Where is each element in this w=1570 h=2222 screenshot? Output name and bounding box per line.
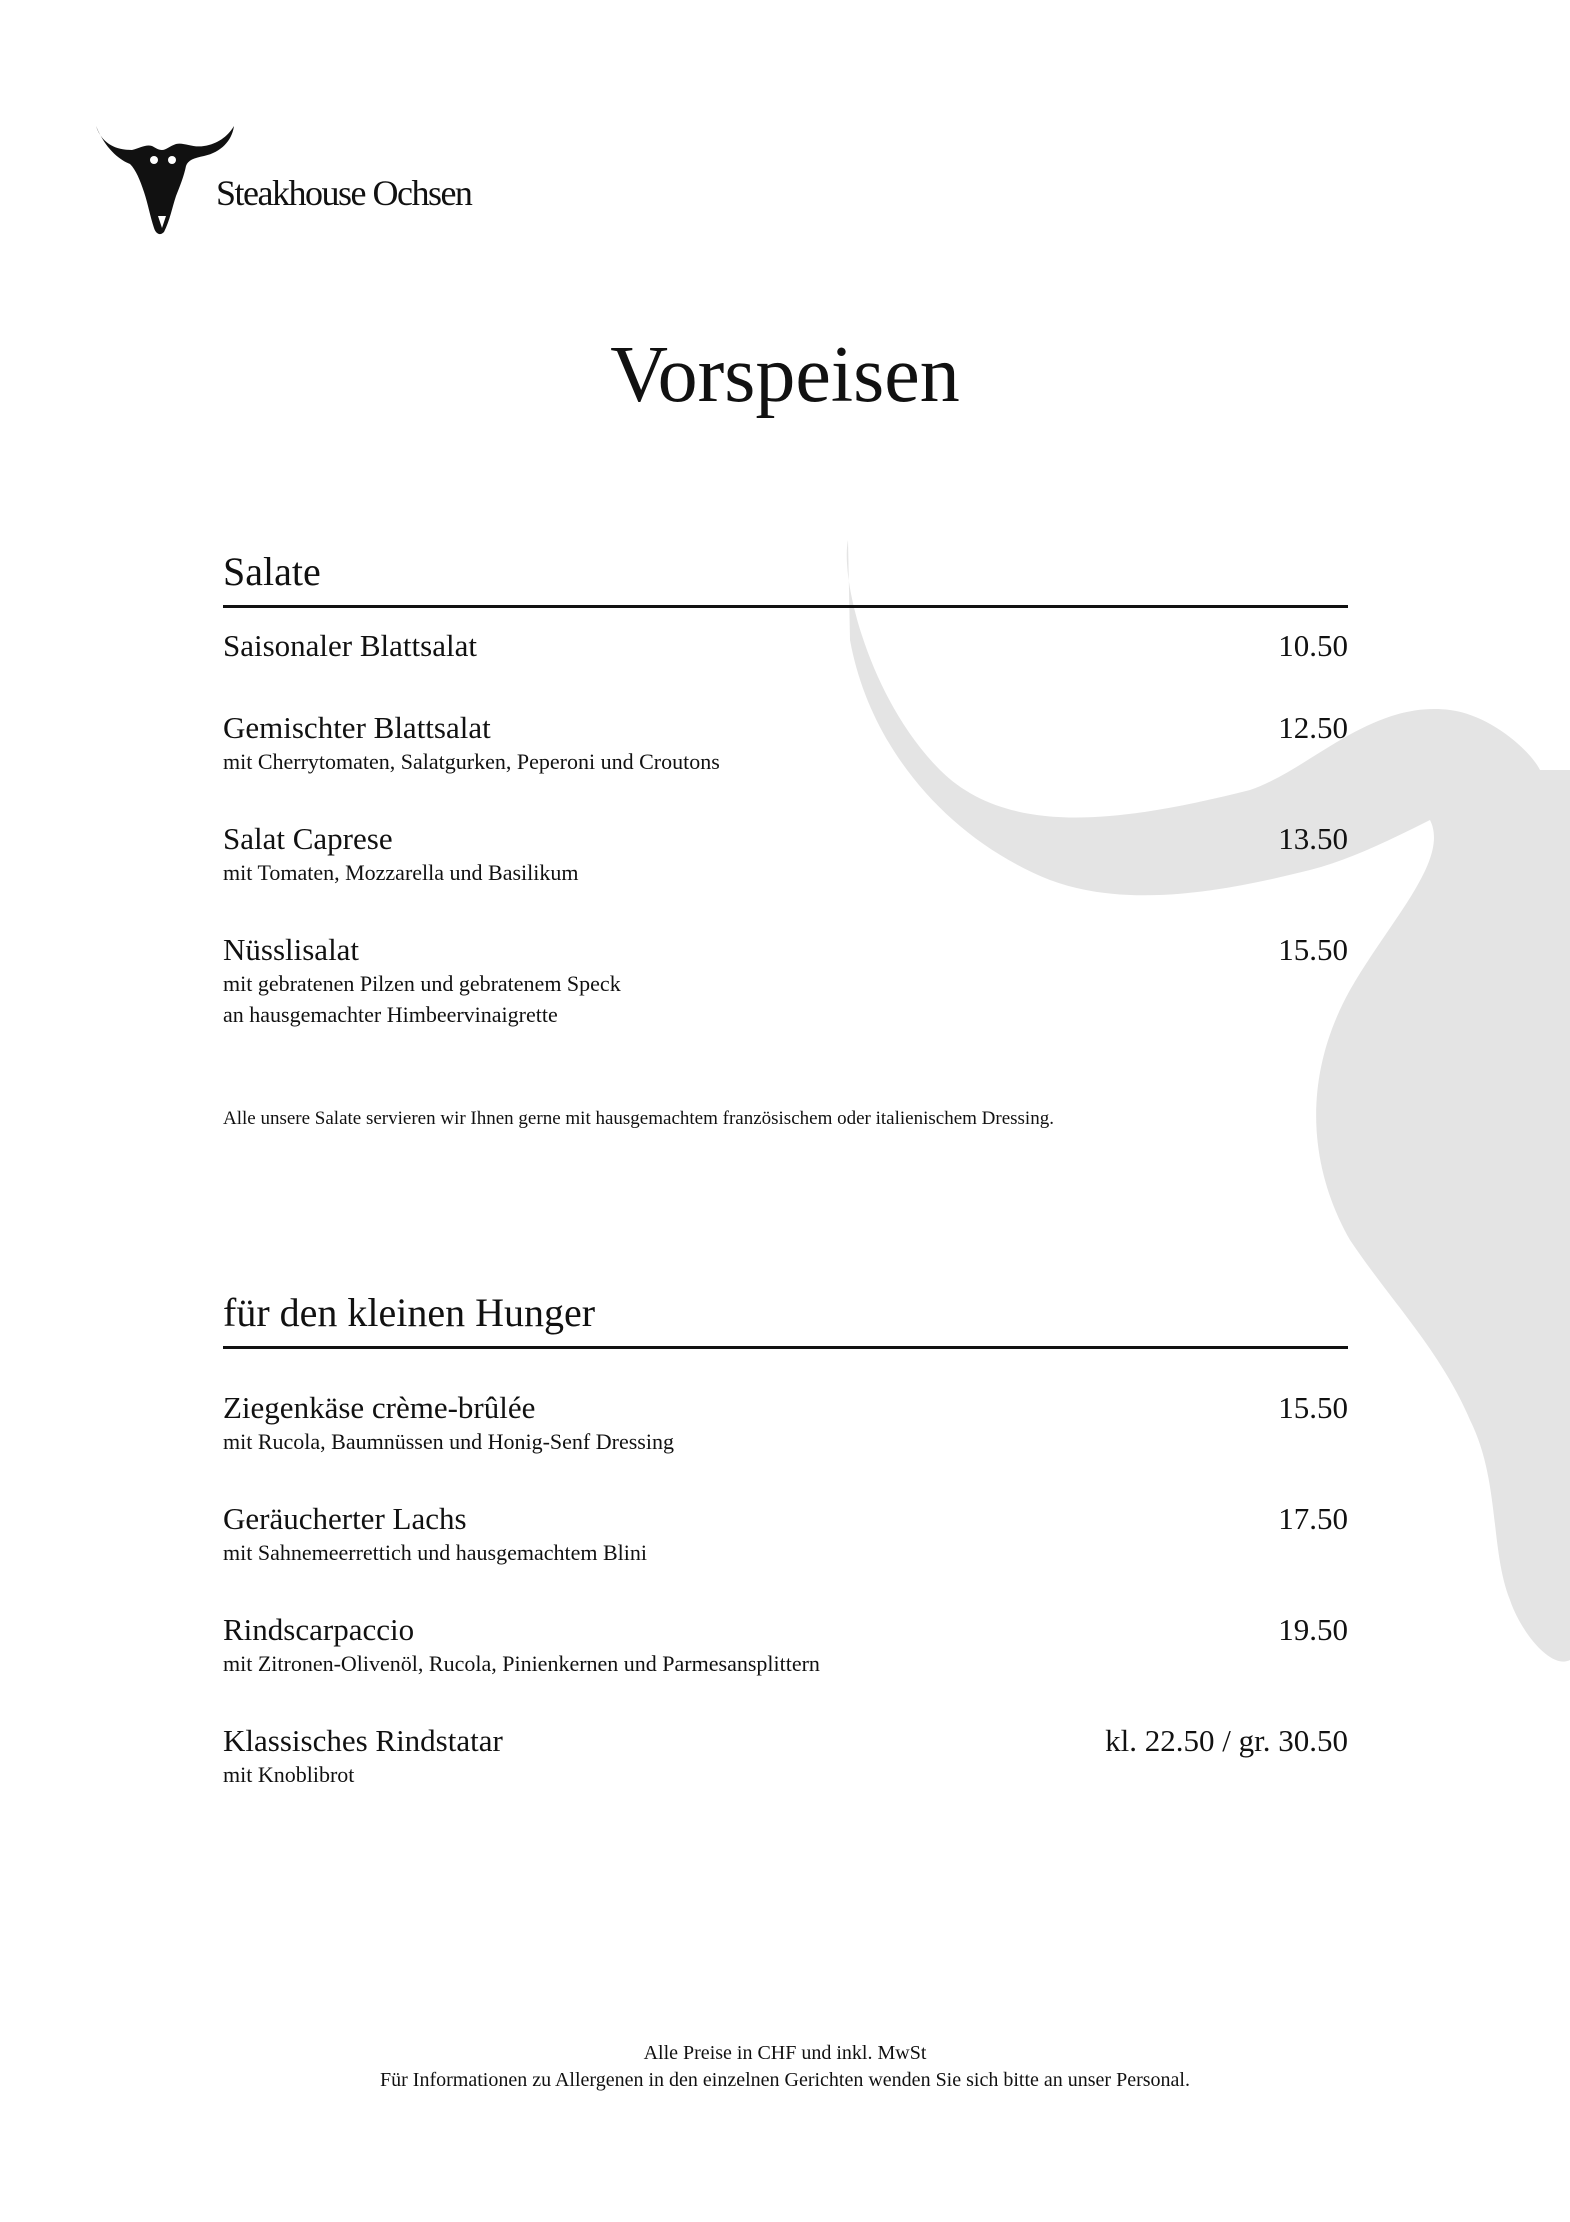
item-name: Salat Caprese xyxy=(223,821,393,856)
item-name: Geräucherter Lachs xyxy=(223,1501,467,1536)
item-description: mit Cherrytomaten, Salatgurken, Peperoni und Croutons xyxy=(223,749,720,774)
item-price: 12.50 xyxy=(1278,710,1348,745)
menu-item xyxy=(223,1612,1348,1679)
item-price: 13.50 xyxy=(1278,821,1348,856)
item-name: Nüsslisalat xyxy=(223,932,360,967)
item-name: Klassisches Rindstatar xyxy=(223,1723,503,1758)
item-description: mit Knoblibrot xyxy=(223,1762,355,1787)
footer-price-note: Alle Preise in CHF und inkl. MwSt xyxy=(643,2042,927,2064)
section-salate xyxy=(223,548,1348,608)
salad-dressing-note: Alle unsere Salate servieren wir Ihnen gerne mit hausgemachtem französischem oder italienischem Dressing. xyxy=(223,1108,1054,1129)
menu-item xyxy=(223,628,1348,664)
item-description: mit Tomaten, Mozzarella und Basilikum xyxy=(223,860,579,885)
footer-allergen-note: Für Informationen zu Allergenen in den einzelnen Gerichten wenden Sie sich bitte an unser Personal. xyxy=(380,2069,1190,2091)
item-description: mit Rucola, Baumnüssen und Honig-Senf Dressing xyxy=(223,1429,674,1454)
item-description: mit Zitronen-Olivenöl, Rucola, Pinienkernen und Parmesansplittern xyxy=(223,1651,820,1676)
menu-item xyxy=(223,1723,1348,1790)
section-kleiner-hunger xyxy=(223,1289,1348,1349)
item-description: an hausgemachter Himbeervinaigrette xyxy=(223,1002,558,1027)
item-price: 15.50 xyxy=(1278,1390,1348,1425)
section-heading: für den kleinen Hunger xyxy=(223,1289,1348,1349)
footer xyxy=(0,2040,1570,2094)
menu-item xyxy=(223,1390,1348,1457)
item-price: 10.50 xyxy=(1278,628,1348,663)
menu-item xyxy=(223,821,1348,888)
item-description: mit gebratenen Pilzen und gebratenem Speck xyxy=(223,971,621,996)
item-price: 17.50 xyxy=(1278,1501,1348,1536)
item-price: 19.50 xyxy=(1278,1612,1348,1647)
item-name: Ziegenkäse crème-brûlée xyxy=(223,1390,536,1425)
item-name: Gemischter Blattsalat xyxy=(223,710,491,745)
section-heading: Salate xyxy=(223,548,1348,608)
item-price: kl. 22.50 / gr. 30.50 xyxy=(1105,1723,1348,1758)
item-name: Saisonaler Blattsalat xyxy=(223,628,477,663)
item-price: 15.50 xyxy=(1278,932,1348,967)
item-name: Rindscarpaccio xyxy=(223,1612,415,1647)
brand-name: Steakhouse Ochsen xyxy=(216,173,472,213)
item-description: mit Sahnemeerrettich und hausgemachtem Blini xyxy=(223,1540,647,1565)
page-title: Vorspeisen xyxy=(610,331,960,419)
menu-item xyxy=(223,710,1348,777)
brand-logo xyxy=(92,120,512,240)
menu-item xyxy=(223,932,1348,1030)
menu-item xyxy=(223,1501,1348,1568)
